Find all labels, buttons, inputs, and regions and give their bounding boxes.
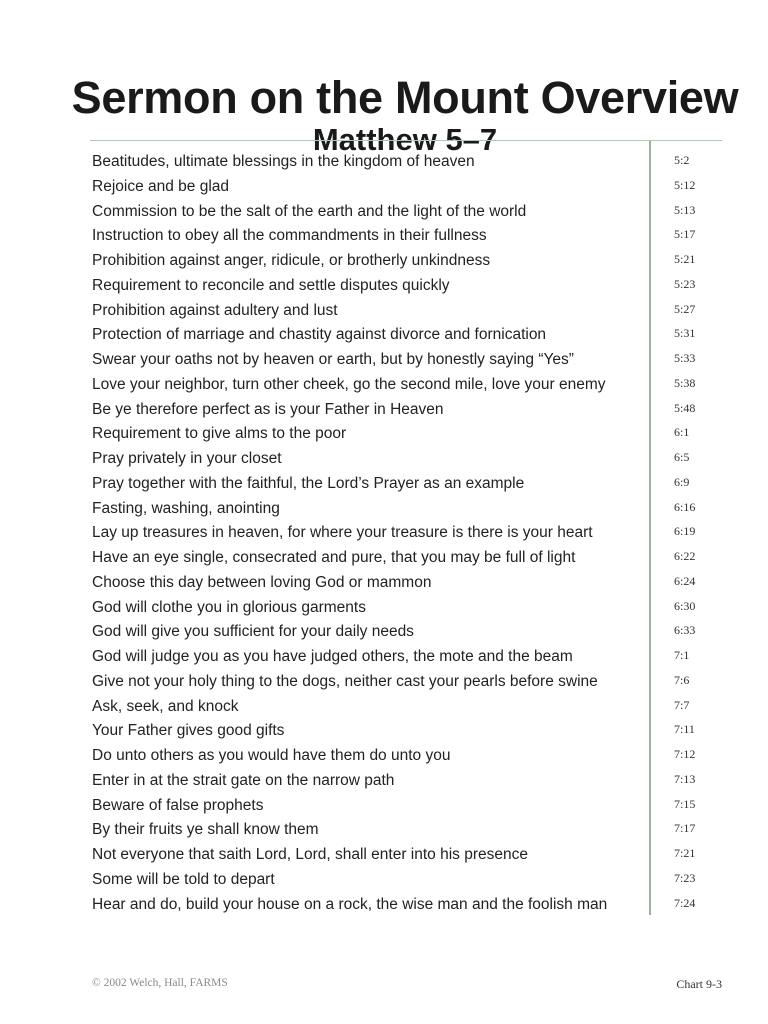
entry-text: Rejoice and be glad xyxy=(92,177,230,195)
entry-reference: 6:9 xyxy=(674,474,690,489)
entry-reference: 6:22 xyxy=(674,549,696,563)
footer-chart-label: Chart 9-3 xyxy=(676,977,722,991)
list-item xyxy=(92,348,732,373)
list-item xyxy=(92,893,732,918)
entry-reference: 5:23 xyxy=(674,276,696,291)
entry-text: Love your neighbor, turn other cheek, go the second mile, love your enemy xyxy=(92,375,606,393)
list-item xyxy=(92,299,732,324)
list-item xyxy=(92,645,732,670)
list-item xyxy=(92,670,732,695)
entry-text: Beatitudes, ultimate blessings in the kingdom of heaven xyxy=(92,153,475,170)
entry-reference: 5:17 xyxy=(674,227,696,242)
list-item xyxy=(92,422,732,447)
entry-reference: 6:5 xyxy=(674,450,690,464)
entry-reference: 7:21 xyxy=(674,846,696,860)
entry-reference: 7:15 xyxy=(674,796,696,811)
list-item xyxy=(92,794,732,819)
entry-text: Pray privately in your closet xyxy=(92,450,282,467)
entry-text: Be ye therefore perfect as is your Father in Heaven xyxy=(92,400,444,418)
entry-reference: 6:24 xyxy=(674,573,696,588)
list-item xyxy=(92,150,732,175)
entry-reference: 5:21 xyxy=(674,252,696,266)
entry-text: Commission to be the salt of the earth and the light of the world xyxy=(92,202,527,220)
list-item xyxy=(92,472,732,497)
list-item xyxy=(92,274,732,299)
entry-text: Choose this day between loving God or mammon xyxy=(92,573,432,591)
entry-text: Swear your oaths not by heaven or earth, but by honestly saying “Yes” xyxy=(92,351,574,368)
entry-reference: 5:27 xyxy=(674,301,696,316)
entry-text: Have an eye single, consecrated and pure, that you may be full of light xyxy=(92,549,576,566)
page-title: Sermon on the Mount Overview xyxy=(71,72,739,124)
entry-reference: 7:6 xyxy=(674,672,690,687)
footer-copyright: © 2002 Welch, Hall, FARMS xyxy=(92,977,228,989)
entry-text: Pray together with the faithful, the Lord’s Prayer as an example xyxy=(92,474,525,492)
list-item xyxy=(92,447,732,472)
entry-text: Requirement to reconcile and settle disputes quickly xyxy=(92,276,450,294)
entry-text: Prohibition against anger, ridicule, or brotherly unkindness xyxy=(92,252,491,269)
list-item xyxy=(92,695,732,720)
entry-text: God will judge you as you have judged others, the mote and the beam xyxy=(92,648,573,665)
entry-reference: 6:33 xyxy=(674,623,696,638)
entry-text: Ask, seek, and knock xyxy=(92,697,239,715)
entry-reference: 5:13 xyxy=(674,202,696,217)
list-item xyxy=(92,744,732,769)
entry-reference: 7:1 xyxy=(674,648,690,662)
entry-reference: 5:12 xyxy=(674,177,696,192)
entry-text: Prohibition against adultery and lust xyxy=(92,301,338,319)
entry-reference: 6:1 xyxy=(674,425,690,440)
entry-reference: 7:24 xyxy=(674,895,696,910)
list-item xyxy=(92,224,732,249)
entry-text: Lay up treasures in heaven, for where your treasure is there is your heart xyxy=(92,524,593,542)
entry-text: Not everyone that saith Lord, Lord, shall enter into his presence xyxy=(92,846,528,863)
list-item xyxy=(92,571,732,596)
entry-reference: 6:19 xyxy=(674,524,696,539)
entry-text: Enter in at the strait gate on the narrow path xyxy=(92,771,395,789)
entry-text: Beware of false prophets xyxy=(92,796,264,814)
entry-text: Hear and do, build your house on a rock, the wise man and the foolish man xyxy=(92,895,608,913)
entry-text: Protection of marriage and chastity against divorce and fornication xyxy=(92,326,547,344)
entry-reference: 6:30 xyxy=(674,598,696,613)
entry-reference: 5:2 xyxy=(674,153,690,167)
entry-text: Instruction to obey all the commandments in their fullness xyxy=(92,227,487,245)
entry-reference: 7:13 xyxy=(674,771,696,786)
list-item xyxy=(92,868,732,893)
entry-reference: 5:33 xyxy=(674,351,696,365)
list-item xyxy=(92,596,732,621)
list-item xyxy=(92,398,732,423)
entry-text: Your Father gives good gifts xyxy=(92,722,285,740)
list-item xyxy=(92,323,732,348)
entry-reference: 5:48 xyxy=(674,400,696,415)
entry-text: Some will be told to depart xyxy=(92,870,275,888)
entry-text: Fasting, washing, anointing xyxy=(92,499,280,517)
entry-reference: 7:11 xyxy=(674,722,695,737)
entry-reference: 6:16 xyxy=(674,499,696,514)
list-item xyxy=(92,769,732,794)
list-item xyxy=(92,521,732,546)
header-divider xyxy=(90,140,722,141)
entry-text: God will give you sufficient for your daily needs xyxy=(92,623,414,641)
entry-reference: 5:38 xyxy=(674,375,696,390)
list-item xyxy=(92,843,732,868)
list-item xyxy=(92,175,732,200)
entry-text: Give not your holy thing to the dogs, neither cast your pearls before swine xyxy=(92,672,598,690)
entry-reference: 7:7 xyxy=(674,697,690,712)
entry-reference: 7:17 xyxy=(674,821,696,836)
list-item xyxy=(92,546,732,571)
list-item xyxy=(92,620,732,645)
entry-text: Requirement to give alms to the poor xyxy=(92,425,347,443)
list-item xyxy=(92,249,732,274)
list-item xyxy=(92,200,732,225)
list-item xyxy=(92,373,732,398)
sermon-entries-list xyxy=(92,150,732,917)
entry-text: By their fruits ye shall know them xyxy=(92,821,319,839)
list-item xyxy=(92,818,732,843)
entry-text: God will clothe you in glorious garments xyxy=(92,598,366,616)
page-subtitle: Matthew 5–7 xyxy=(312,121,498,157)
entry-reference: 7:12 xyxy=(674,747,696,761)
list-item xyxy=(92,497,732,522)
entry-reference: 5:31 xyxy=(674,326,696,341)
entry-text: Do unto others as you would have them do unto you xyxy=(92,747,451,764)
entry-reference: 7:23 xyxy=(674,870,696,885)
list-item xyxy=(92,719,732,744)
